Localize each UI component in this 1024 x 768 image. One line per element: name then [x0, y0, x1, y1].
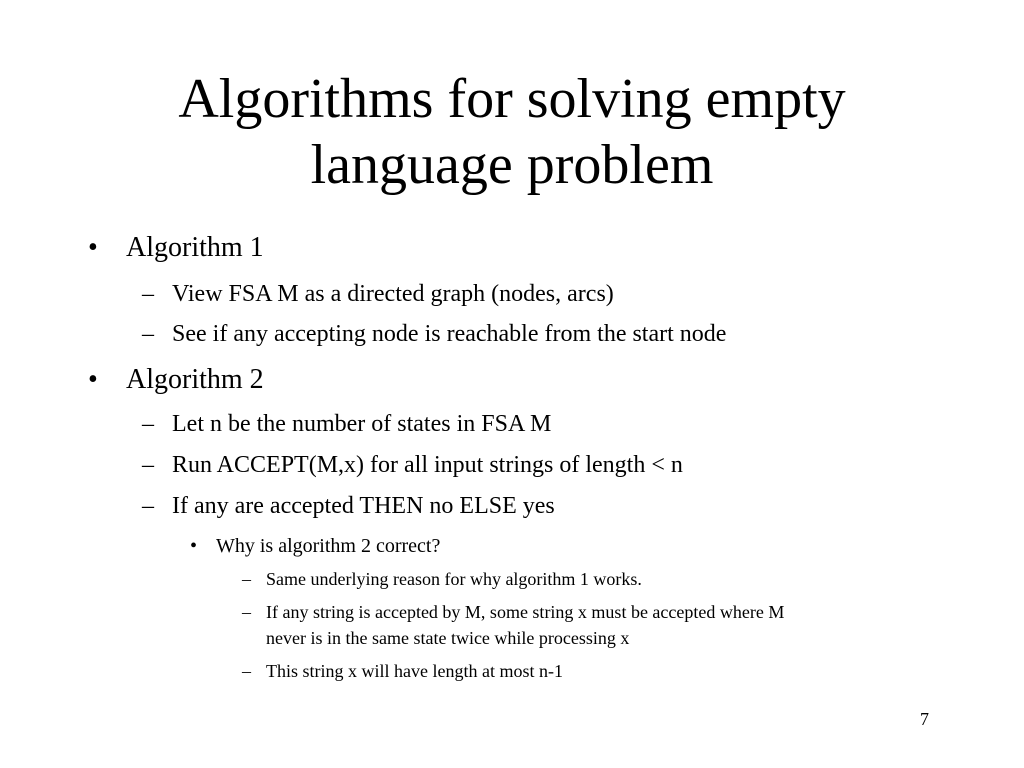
- algorithm-2-item: Let n be the number of states in FSA M: [172, 411, 552, 437]
- dash-marker: –: [242, 569, 251, 589]
- dash-marker: –: [242, 602, 251, 622]
- slide-title: [0, 66, 1024, 198]
- dash-marker: –: [142, 281, 154, 307]
- algorithm-2-heading: Algorithm 2: [126, 364, 264, 395]
- bullet-marker: •: [88, 232, 98, 263]
- slide-title-line-2: language problem: [310, 134, 714, 196]
- dash-marker: –: [242, 661, 251, 681]
- algorithm-1-item: View FSA M as a directed graph (nodes, arcs): [172, 281, 614, 307]
- algorithm-1-heading: Algorithm 1: [126, 232, 264, 263]
- algorithm-2-sub-item: This string x will have length at most n-1: [266, 661, 563, 681]
- dash-marker: –: [142, 452, 154, 478]
- bullet-marker: •: [190, 535, 198, 557]
- algorithm-2-item: If any are accepted THEN no ELSE yes: [172, 493, 555, 519]
- dash-marker: –: [142, 411, 154, 437]
- algorithm-2-sub-item: If any string is accepted by M, some string x must be accepted where M: [266, 602, 785, 622]
- dash-marker: –: [142, 321, 154, 347]
- slide-title-line-1: Algorithms for solving empty: [178, 68, 846, 130]
- algorithm-1-item: See if any accepting node is reachable from the start node: [172, 321, 727, 347]
- page-number: 7: [920, 709, 929, 729]
- bullet-marker: •: [88, 364, 98, 395]
- algorithm-2-sub-heading: Why is algorithm 2 correct?: [216, 535, 441, 557]
- algorithm-2-sub-item: Same underlying reason for why algorithm 1 works.: [266, 569, 642, 589]
- algorithm-2-item: Run ACCEPT(M,x) for all input strings of length < n: [172, 452, 683, 478]
- dash-marker: –: [142, 493, 154, 519]
- algorithm-2-sub-item-continued: never is in the same state twice while processing x: [266, 628, 630, 648]
